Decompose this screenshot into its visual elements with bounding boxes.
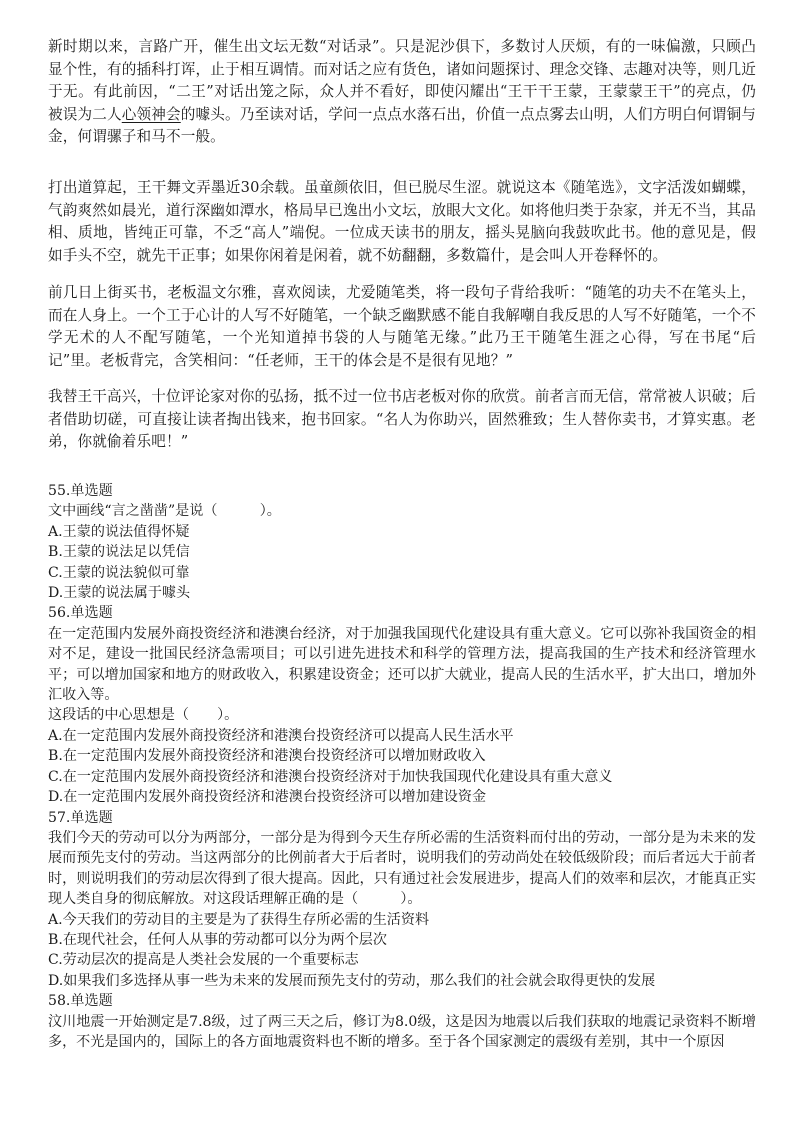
option-b[interactable]: B.在一定范围内发展外商投资经济和港澳台投资经济可以增加财政收入: [48, 748, 486, 765]
option-a[interactable]: A.在一定范围内发展外商投资经济和港澳台投资经济可以提高人民生活水平: [48, 727, 514, 744]
question-stem: 我们今天的劳动可以分为两部分，一部分是为得到今天生存所必需的生活资料而付出的劳动，一部分是为未来的发展而预先支付的劳动。当这两部分的比例前者大于后者时，说明我们的劳动尚处在较低级阶段；而后者远大于前者时，则说明我们的劳动层次得到了很大提高。因此，只有通过社会发展进步，提高人们的效率和层次，才能真正实现人类自身的彻底解放。对这段话理解正确的是（ ）。: [48, 829, 756, 908]
option-b[interactable]: B.在现代社会，任何人从事的劳动都可以分为两个层次: [48, 931, 387, 948]
option-c[interactable]: C.在一定范围内发展外商投资经济和港澳台投资经济对于加快我国现代化建设具有重大意义: [48, 768, 613, 785]
passage-paragraph-2: 打出道算起，王干舞文弄墨近30余载。虽童颜依旧，但已脱尽生涩。就说这本《随笔选》，文字活泼如蝴蝶，气韵爽然如晨光，道行深幽如潭水，格局早已逸出小文坛，放眼大文化。如将他归类于杂家，并无不当，其品相、质地，皆纯正可靠，不乏“高人”端倪。一位成天读书的朋友，摇头晃脑向我鼓吹此书。他的意见是，假如手头不空，就先干正事；如果你闲着是闲着，就不妨翻翻，多数篇什，是会叫人开卷释怀的。: [48, 179, 756, 264]
option-a[interactable]: A.今天我们的劳动目的主要是为了获得生存所必需的生活资料: [48, 911, 430, 928]
question-header: 55.单选题: [48, 483, 113, 499]
question-header: 57.单选题: [48, 809, 113, 826]
option-c[interactable]: C.王蒙的说法貌似可靠: [48, 564, 190, 581]
option-d[interactable]: D.在一定范围内发展外商投资经济和港澳台投资经济可以增加建设资金: [48, 789, 487, 806]
passage-paragraph-4: 我替王干高兴，十位评论家对你的弘扬，抵不过一位书店老板对你的欣赏。前者言而无信，常常被人识破；后者借助切磋，可直接让读者掏出钱来，抱书回家。“名人为你助兴，固然雅致；生人替你卖书，才算实惠。老弟，你就偷着乐吧！”: [48, 388, 756, 450]
passage-paragraph-1: [48, 36, 756, 149]
question-header: 56.单选题: [48, 605, 113, 622]
passage-1-text-after: 的噱头。乃至读对话，学问一点点水落石出，价值一点点雾去山明，人们方明白何谓铜与金，何谓骡子和马不一般。: [48, 105, 756, 145]
option-c[interactable]: C.劳动层次的提高是人类社会发展的一个重要标志: [48, 952, 359, 969]
passage-1-text-before: 新时期以来，言路广开，催生出文坛无数“对话录”。只是泥沙俱下，多数讨人厌烦，有的一味偏激，只顾凸显个性，有的插科打诨，止于相互调情。而对话之应有货色，诸如问题探讨、理念交锋、志趣对决等，则几近于无。有此前因，“二王”对话出笼之际，众人并不看好，即使闪耀出“王干干王蒙，王蒙蒙王干”的亮点，仍被误为二人: [48, 38, 756, 123]
question-stem: 汶川地震一开始测定是7.8级，过了两三天之后，修订为8.0级，这是因为地震以后我们获取的地震记录资料不断增多，不光是国内的，国际上的各方面地震资料也不断的增多。至于各个国家测定的震级有差别，其中一个原因: [48, 1013, 756, 1050]
option-d[interactable]: D.王蒙的说法属于噱头: [48, 585, 191, 602]
question-stem: 文中画线“言之凿凿”是说（ ）。: [48, 503, 281, 520]
option-a[interactable]: A.王蒙的说法值得怀疑: [48, 523, 190, 540]
passage-paragraph-3: 前几日上街买书，老板温文尔雅，喜欢阅读，尤爱随笔类，将一段句子背给我听：“随笔的功夫不在笔头上，而在人身上。一个工于心计的人写不好随笔，一个缺乏幽默感不能自我解嘲自我反思的人写不好随笔，一个不学无术的人不配写随笔，一个光知道掉书袋的人与随笔无缘。”此乃王干随笔生涯之心得，写在书尾“后记”里。老板背完，含笑相问：“任老师，王干的体会是不是很有见地？”: [48, 284, 756, 369]
option-d[interactable]: D.如果我们多选择从事一些为未来的发展而预先支付的劳动，那么我们的社会就会取得更快的发展: [48, 972, 656, 989]
question-prompt: 这段话的中心思想是（ ）。: [48, 707, 239, 724]
question-header: 58.单选题: [48, 993, 113, 1010]
question-stem: 在一定范围内发展外商投资经济和港澳台经济，对于加强我国现代化建设具有重大意义。它可以弥补我国资金的相对不足，建设一批国民经济急需项目；可以引进先进技术和科学的管理方法，提高我国的生产技术和经济管理水平；可以增加国家和地方的财政收入，积累建设资金；还可以扩大就业，提高人民的生活水平，扩大出口，增加外汇收入等。: [48, 625, 756, 704]
underlined-phrase: 心领神会: [121, 105, 181, 123]
option-b[interactable]: B.王蒙的说法足以凭信: [48, 544, 190, 561]
question-list: [48, 481, 756, 1052]
